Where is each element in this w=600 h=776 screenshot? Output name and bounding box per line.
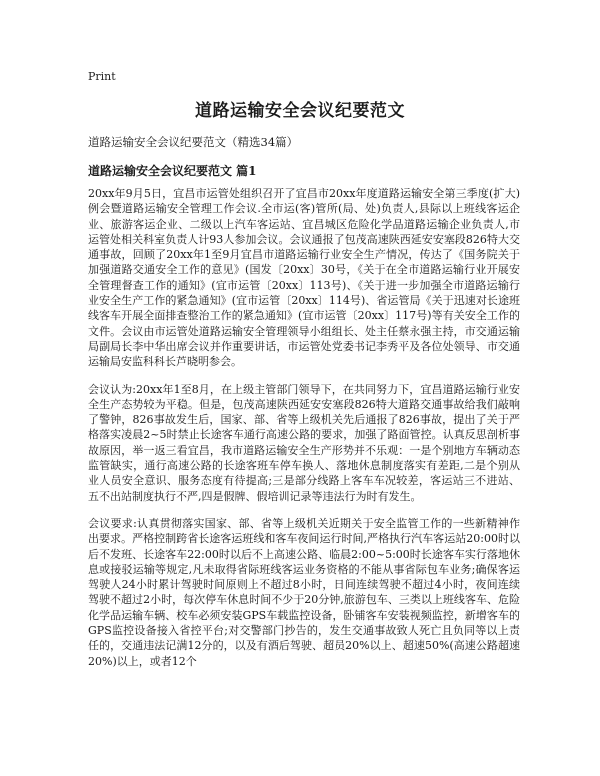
paragraph-2: 会议认为:20xx年1至8月，在上级主管部门领导下，在共同努力下，宜昌道路运输行业安全生产态势较为平稳。但是，包茂高速陕西延安安塞段826特大道路交通事故给我们敲响了警钟，826事故发生后，国家、部、省等上级机关先后通报了826事故，提出了关于严格落实凌晨2~5时禁止长途客车通行高速公路的要求，加强了路面管控。认真反思剖析事故原因，举一返三看宜昌，我市道路运输安全生产形势并不乐观：一是个别地方车辆动态监管缺实，通行高速公路的长途客班车停车换人、落地休息制度落实有差距,二是个别从业人员安全意识、服务态度有待提高;三是部分线路上客车车况较差，客运站三不进站、五不出站制度执行不严,四是假牌、假培训记录等违法行为时有发生。: [88, 382, 520, 503]
paragraph-3: 会议要求:认真贯彻落实国家、部、省等上级机关近期关于安全监管工作的一些新精神作出要求。严格控制跨省长途客运班线和客车夜间运行时间,严格执行汽车客运站20:00时以后不发班、长途客车22:00时以后不上高速公路、临晨2:00~5:00时长途客车实行落地休息或接驳运输等规定,凡未取得省际班线客运业务资格的不能从事省际包车业务;确保客运驾驶人24小时累计驾驶时间原则上不超过8小时，日间连续驾驶不超过4小时，夜间连续驾驶不超过2小时，每次停车休息时间不少于20分钟,旅游包车、三类以上班线客车、危险化学品运输车辆、校车必须安装GPS车载监控设备，卧铺客车安装视频监控，新增客车的GPS监控设备接入省控平台;对交警部门抄告的，发生交通事故致人死亡且负同等以上责任的，交通违法记满12分的，以及有酒后驾驶、超员20%以上、超速50%(高速公路超速20%)以上，或者12个: [88, 516, 520, 668]
document-subtitle: 道路运输安全会议纪要范文（精选34篇）: [88, 135, 299, 149]
document-body: [88, 186, 520, 681]
document-title: 道路运输安全会议纪要范文: [195, 101, 405, 121]
paragraph-1: 20xx年9月5日，宜昌市运管处组织召开了宜昌市20xx年度道路运输安全第三季度(扩大)例会暨道路运输安全管理工作会议.全市运(客)管所(局、处)负责人,县际以上班线客运企业、旅游客运企业、二级以上汽车客运站、宜昌城区危险化学品道路运输企业负责人,市运管处相关科室负责人计93人参加会议。会议通报了包茂高速陕西延安安塞段826特大交通事故，回顾了20xx年1至9月宜昌市道路运输行业安全生产情况，传达了《国务院关于加强道路交通安全工作的意见》(国发〔20xx〕30号，《关于在全市道路运输行业开展安全管理督查工作的通知》(宜市运管〔20xx〕113号)、《关于进一步加强全市道路运输行业安全生产工作的紧急通知》(宜市运管〔20xx〕114号)、省运管局《关于迅速对长途班线客车开展全面排查整治工作的紧急通知》(宜市运管〔20xx〕117号)等有关安全工作的文件。会议由市运管处道路运输安全管理领导小组组长、处主任蔡永强主持，市交通运输局副局长李中华出席会议并作重要讲话，市运管处党委书记李秀平及各位处领导、市交通运输局安监科科长芦晓明参会。: [88, 187, 520, 369]
print-label: Print: [88, 70, 116, 83]
section-heading: 道路运输安全会议纪要范文 篇1: [88, 164, 257, 178]
